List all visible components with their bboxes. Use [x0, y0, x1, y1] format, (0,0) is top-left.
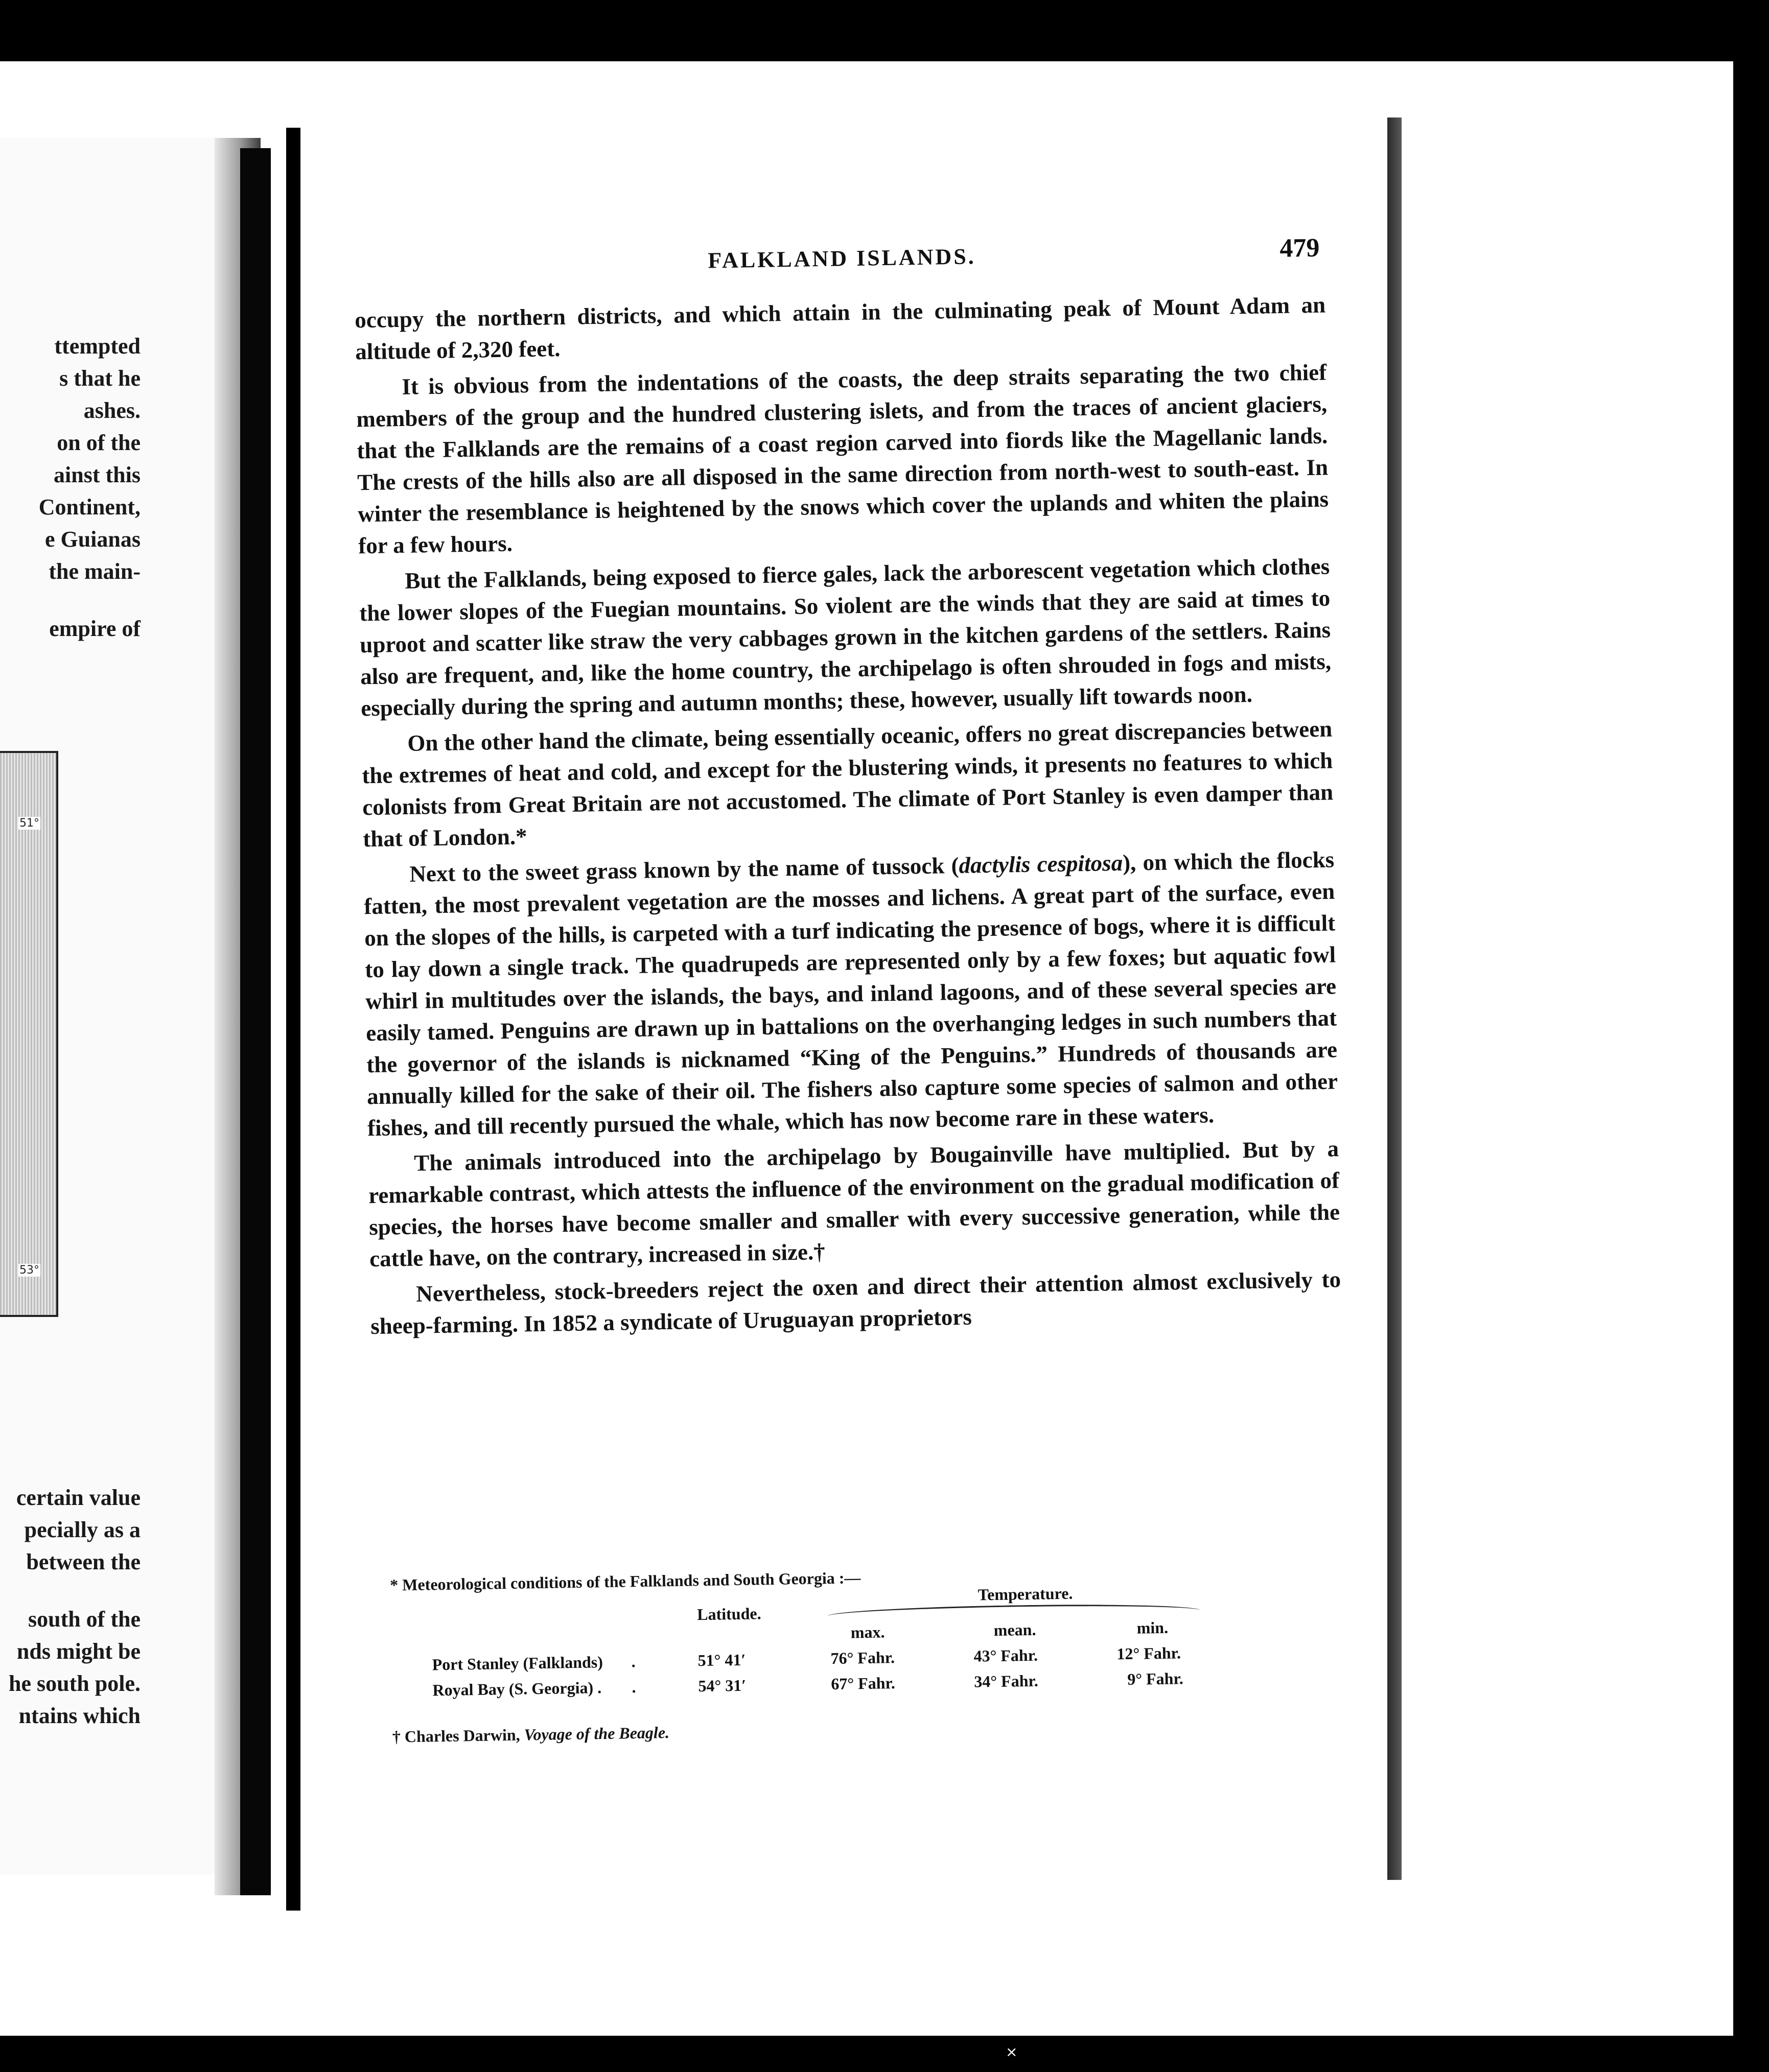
row-min: 9° Fahr. — [1127, 1669, 1183, 1688]
row-dot: . — [632, 1678, 636, 1697]
scan-mark: × — [1006, 2043, 1018, 2060]
text-span: ), on which the flocks fatten, the most prevalent vegetation are the mosses and lichens. A great part of the surface, even on the slopes of the hills, is carpeted with a turf indicating the presence of bogs, where it is difficult to lay down a single track. The quadrupeds are represented only by a few foxes; but aquatic fowl whirl in multitudes over the islands, the bays, and inland lagoons, and of these several species are easily tamed. Penguins are drawn up in battalions on the overhanging ledges in such numbers that the governor of the islands is nicknamed “King of the Penguins.” Hundreds of thousands are annually killed for the sake of their oil. The fishers also capture some species of salmon and other fishes, and till recently pursued the whale, which has now become rare in these waters. — [363, 846, 1338, 1141]
text-span: Next to the sweet grass known by the name of tussock ( — [409, 852, 959, 887]
temperature-heading: Temperature. — [977, 1584, 1073, 1604]
paragraph-tussock — [363, 843, 1339, 1144]
paragraph: occupy the northern districts, and which attain in the culminating peak of Mount Adam an altitude of 2,320 feet. — [354, 292, 1326, 365]
left-line: ashes. — [83, 398, 141, 423]
page-edge — [1387, 117, 1402, 1880]
left-line: ainst this — [54, 462, 141, 487]
page-number: 479 — [1279, 233, 1320, 263]
scan-border-top — [0, 0, 1769, 61]
column-max: max. — [850, 1622, 885, 1642]
row-place: Port Stanley (Falklands) — [432, 1653, 603, 1674]
map-latitude-label: 53° — [19, 1264, 39, 1277]
running-title: FALKLAND ISLANDS. — [708, 244, 976, 273]
left-page — [0, 138, 215, 1875]
left-line: south of the — [28, 1607, 141, 1632]
map-latitude-label: 51° — [19, 817, 39, 830]
body-text — [355, 289, 1342, 1347]
row-max: 67° Fahr. — [831, 1674, 896, 1693]
left-line: Continent, — [38, 495, 141, 520]
footnotes — [390, 1561, 1312, 1746]
row-mean: 43° Fahr. — [973, 1645, 1038, 1665]
left-line: ntains which — [18, 1703, 141, 1728]
left-line: e Guianas — [44, 527, 141, 552]
left-line: the main- — [49, 559, 141, 584]
footnote-meteorological: * Meteorological conditions of the Falklands and South Georgia :— — [389, 1568, 861, 1594]
scan-border-right — [1733, 61, 1769, 2036]
paragraph: But the Falklands, being exposed to fierce gales, lack the arborescent vegetation which clothes the lower slopes of the Fuegian mountains. So violent are the winds that they are said at times to uproot and scatter like straw the very cabbages grown in the kitchen gardens of the settlers. Rains also are frequent, and, like the home country, the archipelago is often shrouded in fogs and mists, especially during the spring and autumn months; these, however, usually lift towards noon. — [359, 553, 1332, 721]
paragraph: On the other hand the climate, being essentially oceanic, offers no great discrepancies between the extremes of heat and cold, and except for the blustering winds, it presents no features to which colonists from Great Britain are not accustomed. The climate of Port Stanley is even damper than that of London.* — [361, 716, 1334, 852]
left-line: pecially as a — [24, 1517, 141, 1542]
row-latitude: 54° 31′ — [698, 1676, 747, 1696]
species-name: dactylis cespitosa — [959, 850, 1123, 878]
left-line: nds might be — [16, 1639, 141, 1664]
row-dot: . — [631, 1652, 636, 1671]
row-mean: 34° Fahr. — [974, 1671, 1039, 1691]
left-map-fragment — [0, 751, 58, 1317]
left-line: empire of — [49, 616, 141, 641]
scan-border-bottom — [0, 2036, 1769, 2072]
footnote-text: † Charles Darwin, — [392, 1725, 524, 1746]
book-title: Voyage of the Beagle. — [524, 1723, 670, 1744]
meteorological-table — [390, 1580, 1312, 1722]
page-divider — [286, 128, 300, 1911]
left-line: s that he — [59, 366, 141, 391]
left-line: he south pole. — [9, 1671, 141, 1696]
paragraph: Nevertheless, stock-breeders reject the oxen and direct their attention almost exclusively to sheep-farming. In 1852 a syndicate of Uruguayan proprietors — [370, 1266, 1341, 1339]
left-line: ttempted — [54, 334, 141, 359]
row-place: Royal Bay (S. Georgia) . — [432, 1678, 602, 1700]
left-line: certain value — [16, 1485, 141, 1510]
paragraph: The animals introduced into the archipelago by Bougainville have multiplied. But by a remarkable contrast, which attests the influence of the environment on the gradual modification of species, the horses have become smaller and smaller with every successive generation, while the cattle have, on the contrary, increased in size.† — [368, 1136, 1340, 1272]
column-latitude: Latitude. — [696, 1604, 761, 1624]
page-header — [364, 233, 1320, 284]
paragraph: It is obvious from the indentations of the coasts, the deep straits separating the two chief members of the group and the hundred clustering islets, and from the traces of ancient glaciers, that the Falklands are the remains of a coast region carved into fiords like the Magellanic lands. The crests of the hills also are all disposed in the same direction from north-west to south-east. In winter the resemblance is heightened by the snows which cover the uplands and whiten the plains for a few hours. — [356, 359, 1329, 559]
column-min: min. — [1136, 1618, 1169, 1637]
row-latitude: 51° 41′ — [697, 1650, 746, 1670]
left-line: between the — [26, 1549, 141, 1574]
book-page — [300, 98, 1415, 1908]
left-line: on of the — [57, 430, 141, 455]
row-max: 76° Fahr. — [830, 1648, 895, 1668]
column-mean: mean. — [993, 1620, 1036, 1640]
row-min: 12° Fahr. — [1116, 1643, 1181, 1663]
book-gutter — [240, 148, 271, 1895]
